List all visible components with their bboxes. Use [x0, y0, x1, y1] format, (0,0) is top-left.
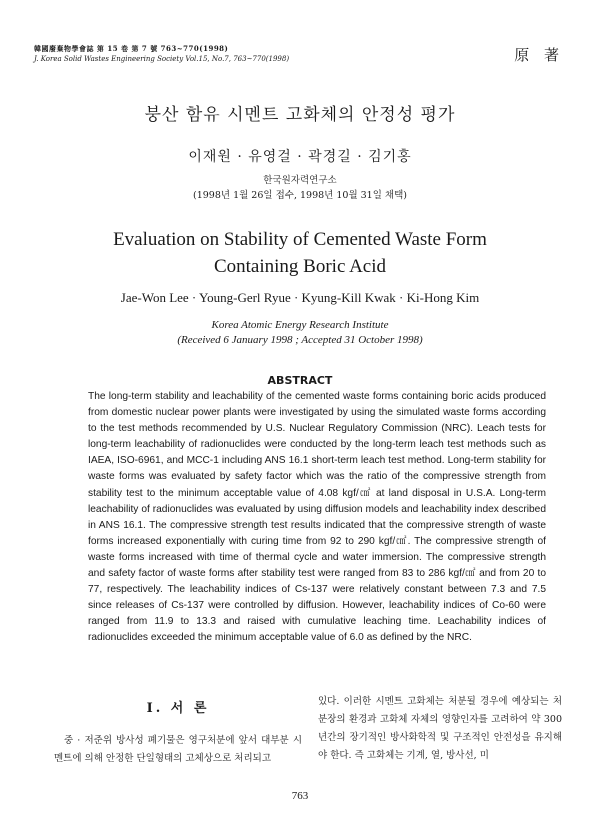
column-left: [54, 697, 302, 768]
title-korean: 붕산 함유 시멘트 고화체의 안정성 평가: [144, 105, 456, 125]
title-english-line2: Containing Boric Acid: [213, 256, 387, 277]
journal-english-line: J. Korea Solid Wastes Engineering Society Vol.15, No.7, 763~770(1998): [34, 55, 290, 63]
authors-english: Jae-Won Lee · Young-Gerl Ryue · Kyung-Kill Kwak · Ki-Hong Kim: [120, 290, 480, 305]
section-tag: 原 著: [514, 46, 564, 64]
journal-header: [34, 44, 289, 64]
abstract-body: The long-term stability and leachability of the cemented waste forms containing boric acids produced from domestic nuclear power plants were investigated by using the simulated waste forms according to the test methods recommended by U.S. Nuclear Regulatory Commission (NRC). Leach tests for long-term leachability of radionuclides were conducted by the long-term leach test methods such as IAEA, ISO-6961, and MCC-1 including ANS 16.1 short-term leach test method. Long-term stability for waste forms was evaluated by safety factor which was the ratio of the compressive strength from stability test to the minimum acceptable value of 4.08 kgf/㎠ at land disposal in U.S.A. Long-term leachability of radionuclides was evaluated by using diffusion models and leachability index described in ANS 16.1. The compressive strength test results indicated that the compressive strength of waste forms increased exponentially with curing time from 92 to 290 kgf/㎠. The compressive strength of waste forms increased with time of thermal cycle and water immersion. The compressive strength and safety factor of waste forms after stability test were ranged from 83 to 286 kgf/㎠ and from 20 to 77, respectively. The leachability indices of Cs-137 were relatively constant between 7.3 and 7.5 since releases of Cs-137 were controlled by diffusion. However, leachability indices of Co-60 were ranged from 11.9 to 13.3 and raised with cumulative leaching time. Leachability indices of radionuclides exceeded the minimum acceptable value of 6.0 as defined by the NRC.: [88, 391, 546, 644]
received-english: (Received 6 January 1998 ; Accepted 31 October 1998): [177, 334, 423, 346]
section-heading-introduction: I. 서 론: [146, 701, 210, 716]
title-english-line1: Evaluation on Stability of Cemented Waste Form: [113, 229, 487, 250]
received-korean: (1998년 1월 26일 접수, 1998년 10월 31일 채택): [192, 190, 407, 201]
affiliation-korean: 한국원자력연구소: [263, 175, 337, 186]
introduction-text-right: 있다. 이러한 시멘트 고화체는 처분될 경우에 예상되는 처분장의 환경과 고화체 자체의 영향인자를 고려하여 약 300년간의 장기적인 방사화학적 및 구조적인 안전성을 유지해야 한다. 즉 고화체는 기계, 열, 방사선, 미: [318, 696, 562, 761]
authors-korean: 이재원 · 유영걸 · 곽경길 · 김기홍: [188, 149, 412, 165]
page-number: 763: [291, 790, 309, 802]
title-english: [0, 226, 600, 280]
affiliation-english-block: [0, 318, 600, 348]
affiliation-english: Korea Atomic Energy Research Institute: [211, 319, 389, 331]
journal-korean-line: 韓國廢棄物學會誌 第 15 卷 第 7 號 763~770(1998): [34, 44, 229, 53]
abstract-heading: ABSTRACT: [267, 374, 333, 387]
introduction-text-left: 중 · 저준위 방사성 폐기물은 영구처분에 앞서 대부분 시멘트에 의해 안정한 단일형태의 고체상으로 처리되고: [54, 735, 302, 764]
